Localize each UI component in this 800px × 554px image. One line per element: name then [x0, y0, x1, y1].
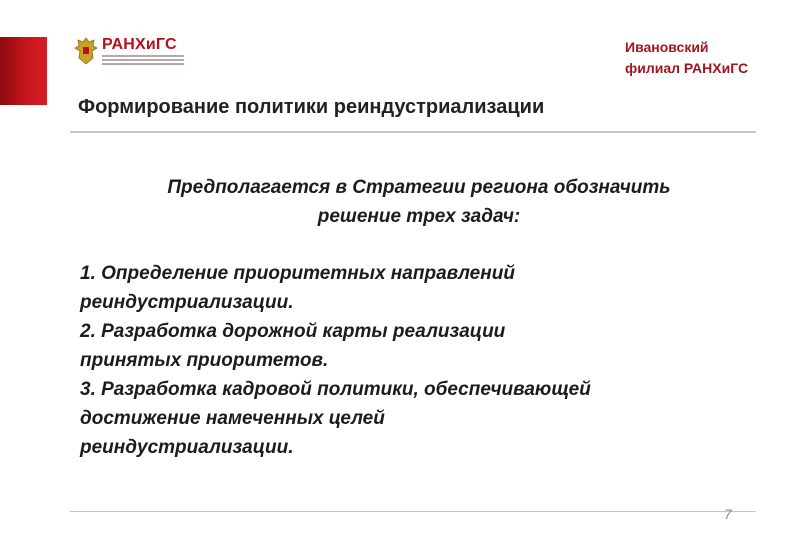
task-line: принятых приоритетов.	[80, 350, 329, 371]
ranepa-logo	[74, 36, 184, 70]
branch-name	[625, 37, 748, 79]
logo-subtitle-lines	[102, 55, 184, 69]
task-line: реиндустриализации.	[80, 437, 294, 458]
task-list	[80, 259, 770, 462]
eagle-emblem-icon	[74, 36, 98, 66]
red-accent-bar	[0, 37, 47, 105]
lead-line-1: Предполагается в Стратегии региона обозначить	[167, 177, 671, 198]
task-line: 2. Разработка дорожной карты реализации	[80, 321, 506, 342]
footer-divider	[70, 511, 756, 512]
task-line: 3. Разработка кадровой политики, обеспечивающей	[80, 379, 591, 400]
branch-line-1: Ивановский	[625, 39, 709, 55]
task-line: достижение намеченных целей	[80, 408, 385, 429]
slide-title: Формирование политики реиндустриализации	[78, 96, 545, 118]
title-divider	[70, 131, 756, 133]
lead-line-2: решение трех задач:	[317, 206, 521, 227]
logo-wordmark: РАНХиГС	[102, 36, 177, 53]
page-number: 7	[724, 506, 732, 522]
lead-text	[76, 173, 762, 231]
branch-line-2: филиал РАНХиГС	[625, 60, 749, 76]
task-line: реиндустриализации.	[80, 292, 294, 313]
task-line: 1. Определение приоритетных направлений	[80, 263, 515, 284]
